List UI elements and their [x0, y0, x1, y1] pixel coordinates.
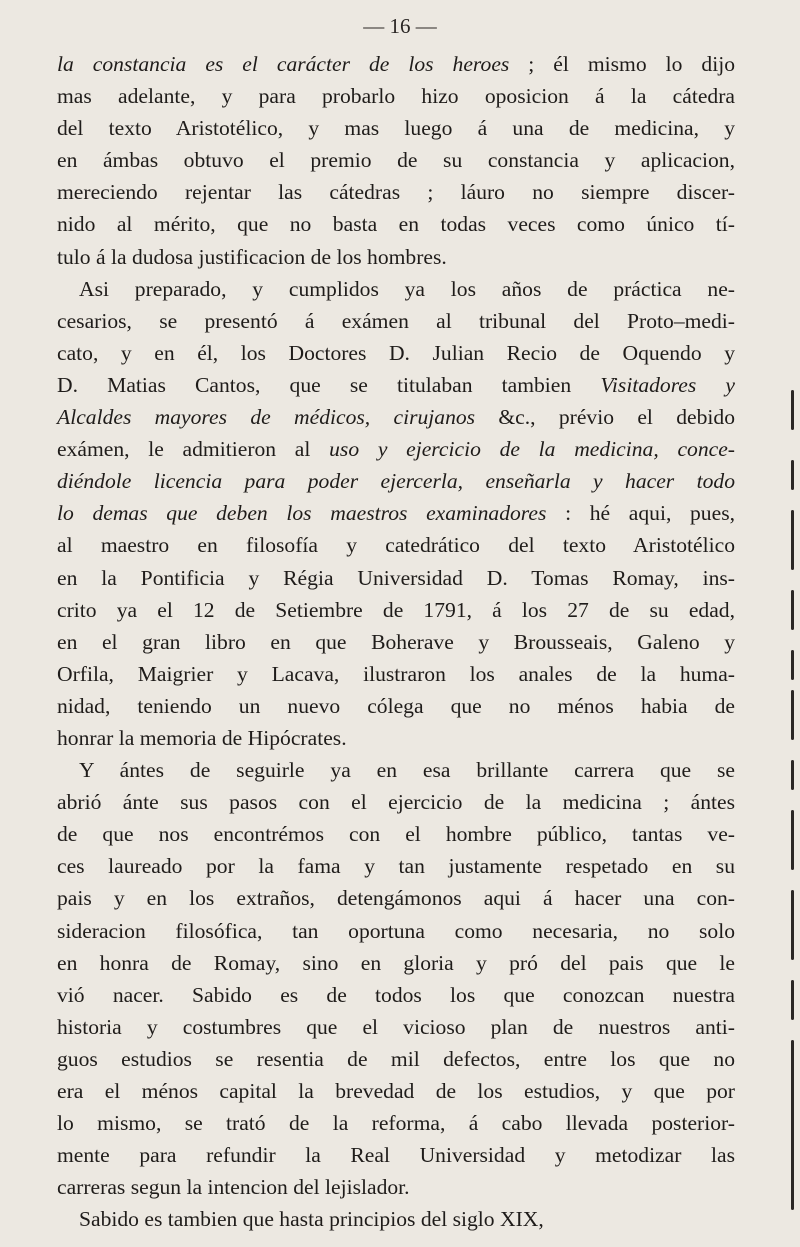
text-segment: del texto Aristotélico, y mas luego á una de medicina, y [57, 116, 735, 141]
text-line [57, 112, 735, 144]
text-line [57, 401, 735, 433]
text-segment: en la Pontificia y Régia Universidad D. Tomas Romay, ins- [57, 565, 735, 590]
text-line [57, 241, 735, 273]
text-line [57, 690, 735, 722]
text-line [57, 786, 735, 818]
italic-text: Alcaldes mayores de médicos, cirujanos [57, 405, 476, 430]
text-segment: cesarios, se presentó á exámen al tribunal del Proto–medi- [57, 308, 735, 333]
text-line [57, 1011, 735, 1043]
text-line [57, 594, 735, 626]
text-segment: mente para refundir la Real Universidad y metodizar las [57, 1143, 735, 1168]
text-segment: era el ménos capital la brevedad de los estudios, y que por [57, 1079, 735, 1103]
text-segment: sideracion filosófica, tan oportuna como necesaria, no solo [57, 918, 735, 943]
text-segment: al maestro en filosofía y catedrático del texto Aristotélico [57, 533, 735, 558]
text-segment: mereciendo rejentar las cátedras ; láuro no siempre discer- [57, 180, 735, 205]
text-line [57, 1171, 735, 1203]
text-segment: nido al mérito, que no basta en todas veces como único tí- [57, 212, 735, 237]
text-segment: tulo á la dudosa justificacion de los hombres. [57, 244, 447, 269]
text-segment: ; él mismo lo dijo [509, 52, 735, 76]
text-segment: nidad, teniendo un nuevo cólega que no ménos habia de [57, 693, 735, 718]
text-line [57, 850, 735, 882]
text-line [57, 915, 735, 947]
italic-text: diéndole licencia para poder ejercerla, enseñarla y hacer todo [57, 469, 735, 494]
text-line [57, 979, 735, 1011]
text-line [57, 497, 735, 529]
text-line [57, 818, 735, 850]
text-segment: historia y costumbres que el vicioso plan de nuestros anti- [57, 1014, 735, 1039]
text-line [57, 947, 735, 979]
italic-text: Visitadores y [600, 372, 736, 397]
body-text [57, 48, 735, 1235]
text-line [57, 144, 735, 176]
text-segment: exámen, le admitieron al [57, 437, 330, 462]
text-line [57, 626, 735, 658]
text-line [57, 1107, 735, 1139]
text-line [57, 658, 735, 690]
text-line [57, 465, 735, 497]
text-segment: de que nos encontrémos con el hombre público, tantas ve- [57, 822, 735, 847]
text-line [57, 48, 735, 80]
text-line [57, 273, 735, 305]
italic-text: lo demas que deben los maestros examinadores [57, 501, 547, 526]
text-segment: Sabido es tambien que hasta principios del siglo XIX, [79, 1207, 544, 1232]
text-segment: en el gran libro en que Boherave y Brousseais, Galeno y [57, 629, 735, 654]
text-line [57, 369, 735, 401]
page-number: — 16 — [363, 14, 437, 38]
text-segment: Orfila, Maigrier y Lacava, ilustraron los anales de la huma- [57, 661, 735, 686]
text-segment: : hé aqui, pues, [546, 501, 735, 526]
text-line [57, 208, 735, 240]
text-segment: Asi preparado, y cumplidos ya los años de práctica ne- [79, 276, 735, 301]
text-line [57, 529, 735, 561]
text-segment: honrar la memoria de Hipócrates. [57, 725, 347, 750]
text-segment: lo mismo, se trató de la reforma, á cabo llevada posterior- [57, 1111, 735, 1136]
text-segment: en honra de Romay, sino en gloria y pró del pais que le [57, 950, 735, 975]
page-edge-marks [786, 390, 800, 1210]
text-line [57, 176, 735, 208]
text-line [57, 1075, 735, 1107]
italic-text: la constancia es el carácter de los heroes [57, 52, 510, 76]
text-segment: cato, y en él, los Doctores D. Julian Recio de Oquendo y [57, 340, 735, 365]
text-segment: vió nacer. Sabido es de todos los que conozcan nuestra [57, 982, 735, 1007]
text-line [57, 80, 735, 112]
text-line [57, 337, 735, 369]
text-line [57, 433, 735, 465]
text-segment: ces laureado por la fama y tan justamente respetado en su [57, 854, 735, 879]
text-line [57, 882, 735, 914]
text-segment: abrió ánte sus pasos con el ejercicio de la medicina ; ántes [57, 790, 735, 815]
text-segment: crito ya el 12 de Setiembre de 1791, á los 27 de su edad, [57, 597, 735, 622]
text-segment: D. Matias Cantos, que se titulaban tambien [57, 372, 601, 397]
text-line [57, 562, 735, 594]
text-segment: &c., prévio el debido [475, 405, 735, 430]
text-segment: en ámbas obtuvo el premio de su constancia y aplicacion, [57, 148, 735, 173]
text-line [57, 754, 735, 786]
text-segment: carreras segun la intencion del lejislador. [57, 1175, 410, 1200]
text-segment: Y ántes de seguirle ya en esa brillante carrera que se [79, 758, 735, 783]
text-line [57, 1203, 735, 1235]
text-line [57, 722, 735, 754]
text-segment: guos estudios se resentia de mil defectos, entre los que no [57, 1046, 735, 1071]
italic-text: uso y ejercicio de la medicina, conce- [329, 437, 735, 462]
text-segment: mas adelante, y para probarlo hizo oposicion á la cátedra [57, 84, 735, 109]
text-line [57, 1139, 735, 1171]
text-line [57, 305, 735, 337]
text-line [57, 1043, 735, 1075]
text-segment: pais y en los extraños, detengámonos aqui á hacer una con- [57, 886, 735, 911]
